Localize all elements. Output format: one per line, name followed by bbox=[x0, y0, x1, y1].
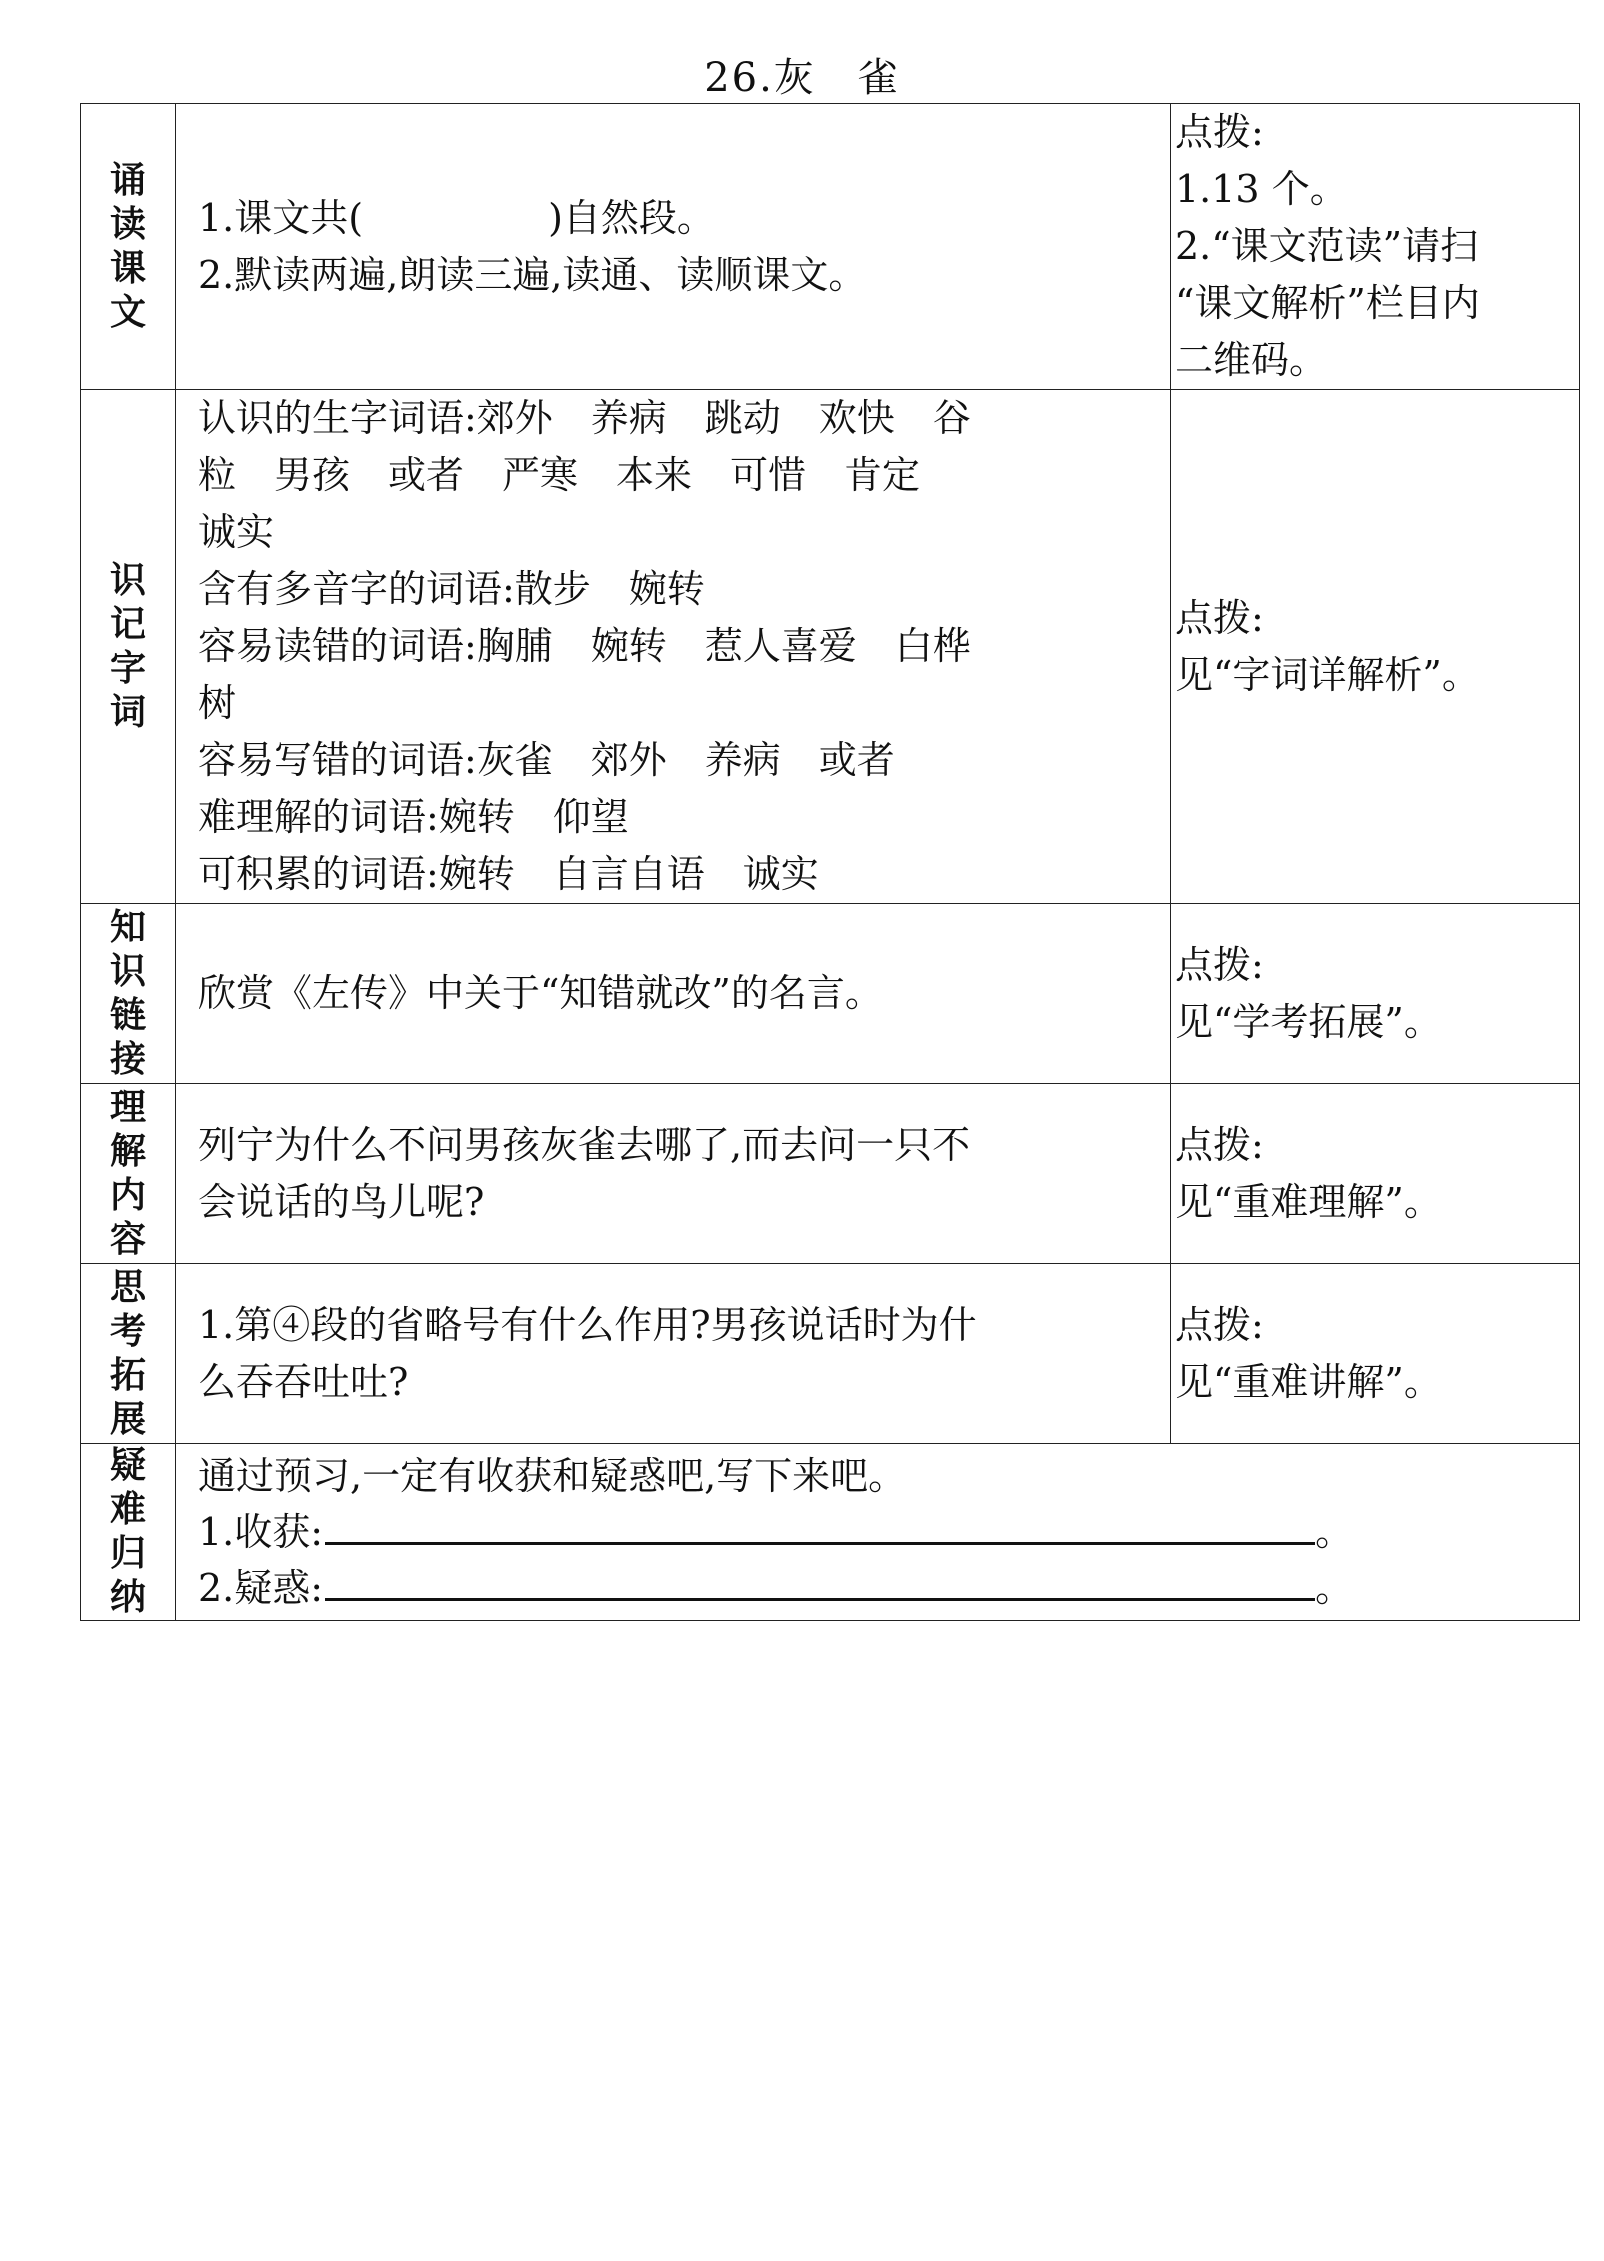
table-row bbox=[81, 1084, 1580, 1264]
row-content: 欣赏《左传》中关于“知错就改”的名言。 bbox=[176, 904, 1171, 1084]
row-label: 疑 难 归 纳 bbox=[81, 1444, 176, 1621]
row-label: 知 识 链 接 bbox=[81, 904, 176, 1084]
row-hint: 点拨: 见“重难理解”。 bbox=[1171, 1084, 1580, 1264]
row-content: 1.第④段的省略号有什么作用?男孩说话时为什 么吞吞吐吐? bbox=[176, 1264, 1171, 1444]
harvest-line: 1.收获: 。 bbox=[198, 1502, 1557, 1558]
row-label: 识 记 字 词 bbox=[81, 390, 176, 904]
question-line: 1.课文共( )自然段。 bbox=[198, 195, 715, 240]
row-content: 列宁为什么不问男孩灰雀去哪了,而去问一只不 会说话的鸟儿呢? bbox=[176, 1084, 1171, 1264]
table-row bbox=[81, 104, 1580, 390]
row-hint: 点拨: 见“重难讲解”。 bbox=[1171, 1264, 1580, 1444]
preview-table bbox=[80, 103, 1580, 1621]
doubt-answer-field[interactable] bbox=[325, 1558, 1315, 1601]
row-content: 通过预习,一定有收获和疑惑吧,写下来吧。 1.收获: 。 2.疑惑: 。 bbox=[176, 1444, 1580, 1621]
row-content bbox=[176, 104, 1171, 390]
row-label: 理 解 内 容 bbox=[81, 1084, 176, 1264]
harvest-answer-field[interactable] bbox=[325, 1502, 1315, 1545]
row-hint: 点拨: 见“字词详解析”。 bbox=[1171, 390, 1580, 904]
doubt-line: 2.疑惑: 。 bbox=[198, 1558, 1557, 1614]
question-line: 2.默读两遍,朗读三遍,读通、读顺课文。 bbox=[198, 252, 867, 297]
table-row bbox=[81, 1264, 1580, 1444]
table-row bbox=[81, 1444, 1580, 1621]
row-label: 思 考 拓 展 bbox=[81, 1264, 176, 1444]
table-row bbox=[81, 904, 1580, 1084]
row-hint: 点拨: 见“学考拓展”。 bbox=[1171, 904, 1580, 1084]
row-label: 诵 读 课 文 bbox=[81, 104, 176, 390]
row-content: 认识的生字词语:郊外 养病 跳动 欢快 谷 粒 男孩 或者 严寒 本来 可惜 肯定 诚实 含有多音字的词语:散步 婉转 容易读错的词语:胸脯 婉转 惹人喜爱 白桦 树 容易写错的词语:灰雀 郊外 养病 或者 难理解的词语:婉转 仰望 可积累的词语:婉转 自言自语 诚实 bbox=[176, 390, 1171, 904]
page-title: 26.灰 雀 bbox=[704, 55, 900, 101]
row-hint: 点拨: 1.13 个。 2.“课文范读”请扫 “课文解析”栏目内 二维码。 bbox=[1171, 104, 1580, 390]
table-row bbox=[81, 390, 1580, 904]
